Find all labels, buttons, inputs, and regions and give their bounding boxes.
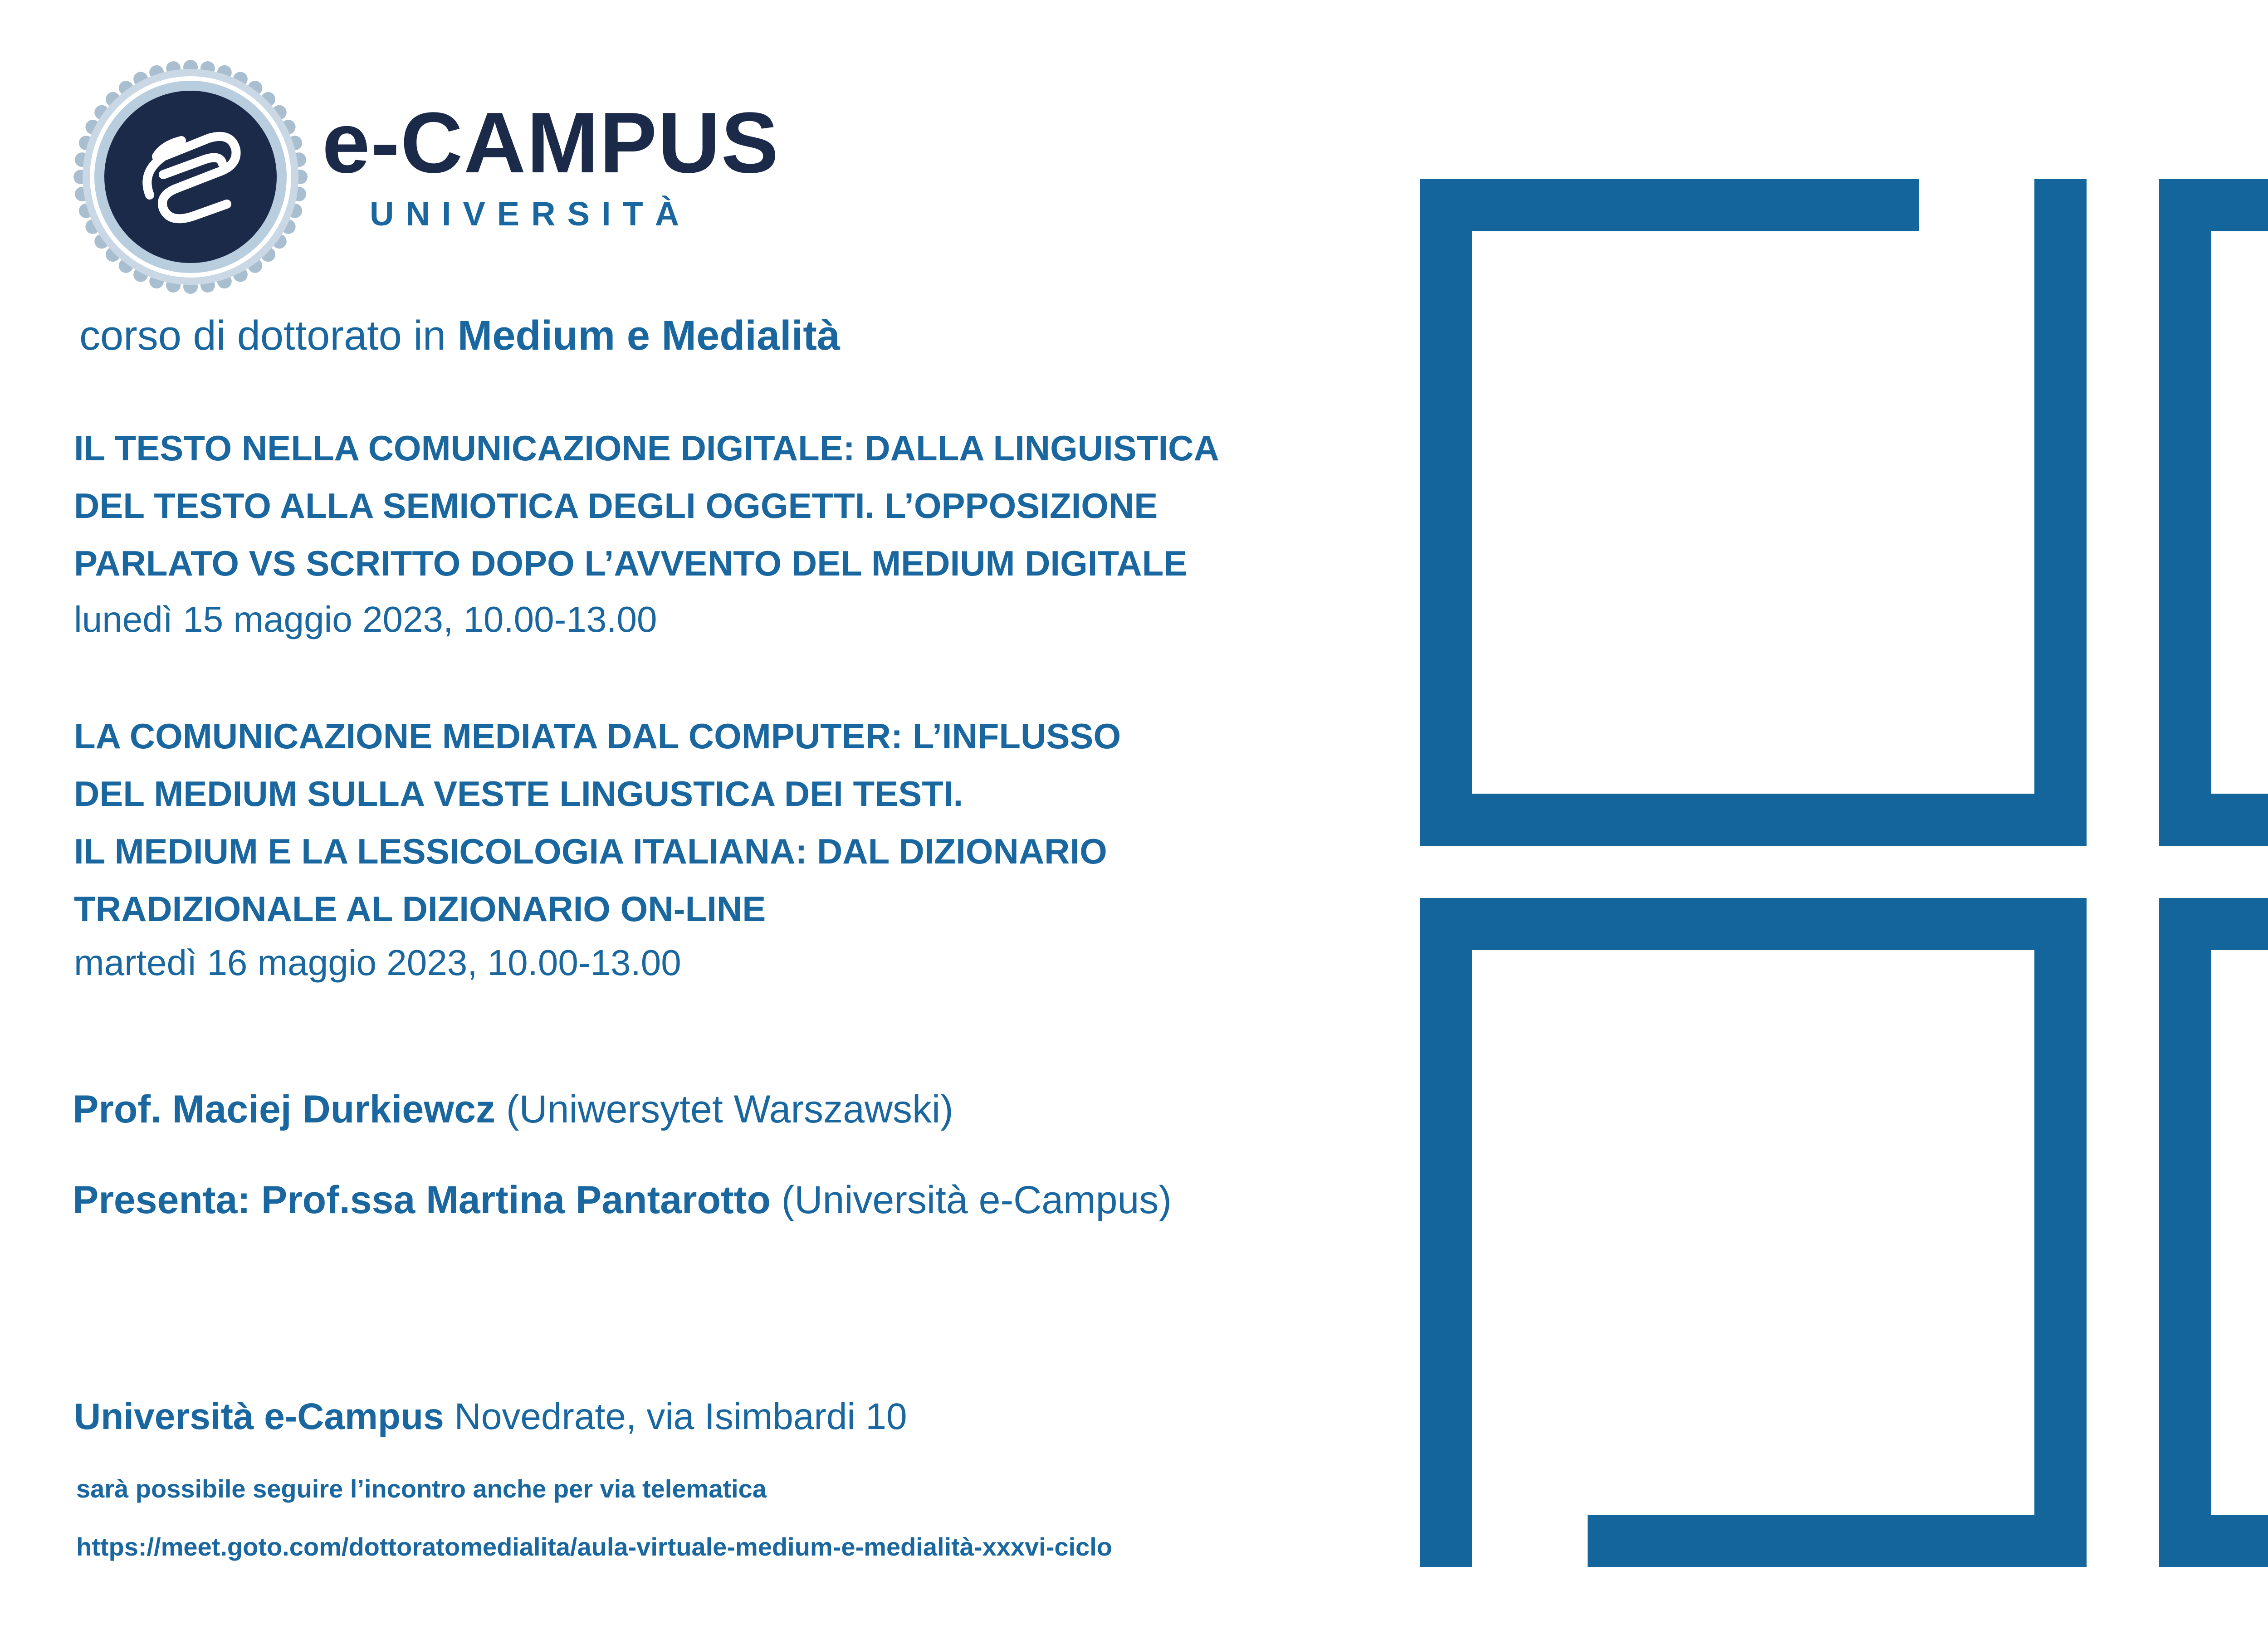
decor-square-4-bottom — [2159, 1515, 2268, 1567]
talk-2-line: TRADIZIONALE AL DIZIONARIO ON-LINE — [74, 889, 766, 929]
venue-address: Novedrate, via Isimbardi 10 — [444, 1396, 907, 1437]
talk-1-line: PARLATO VS SCRITTO DOPO L’AVVENTO DEL MEDIUM DIGITALE — [74, 543, 1188, 583]
logo-wordmark: e-CAMPUS — [322, 95, 780, 191]
speaker — [73, 1086, 953, 1133]
decor-square-4-left — [2159, 898, 2211, 1567]
logo-subtitle: UNIVERSITÀ — [370, 195, 691, 233]
venue — [74, 1395, 907, 1439]
decor-square-2-left — [2159, 179, 2211, 846]
presenter — [73, 1177, 1172, 1224]
presenter-name: Presenta: Prof.ssa Martina Pantarotto — [73, 1178, 771, 1222]
decor-square-2-bottom — [2159, 794, 2268, 846]
talk-1-date: lunedì 15 maggio 2023, 10.00-13.00 — [74, 599, 657, 639]
talk-2-date: martedì 16 maggio 2023, 10.00-13.00 — [74, 942, 681, 983]
decor-square-1-right — [2034, 179, 2087, 846]
course-name: Medium e Medialità — [457, 312, 841, 359]
talk-2-line: DEL MEDIUM SULLA VESTE LINGUSTICA DEI TESTI. — [74, 774, 963, 814]
course-title — [79, 311, 840, 361]
decor-square-3-right — [2034, 898, 2087, 1567]
meeting-link[interactable]: https://meet.goto.com/dottoratomedialita/aula-virtuale-medium-e-medialità-xxxvi-ciclo — [76, 1532, 1112, 1561]
remote-attendance-note: sarà possibile seguire l’incontro anche per via telematica — [76, 1474, 767, 1503]
speaker-affiliation: (Uniwersytet Warszawski) — [495, 1088, 953, 1131]
decor-square-3-top — [1420, 898, 2087, 950]
talk-1-line: DEL TESTO ALLA SEMIOTICA DEGLI OGGETTI. L’OPPOSIZIONE — [74, 486, 1158, 526]
presenter-affiliation: (Università e-Campus) — [770, 1178, 1172, 1222]
course-prefix: corso di dottorato in — [79, 312, 458, 359]
venue-name: Università e-Campus — [74, 1396, 444, 1437]
decor-square-3-bottom — [1588, 1515, 2087, 1567]
speaker-name: Prof. Maciej Durkiewcz — [73, 1088, 495, 1131]
decor-square-1-top — [1420, 179, 1919, 231]
e-campus-seal-logo — [73, 59, 308, 295]
decorative-squares-graphic — [1420, 179, 2268, 1567]
decor-square-1-bottom — [1420, 794, 2087, 846]
talk-1-line: IL TESTO NELLA COMUNICAZIONE DIGITALE: DALLA LINGUISTICA — [74, 428, 1219, 468]
talk-1-title — [74, 420, 1219, 592]
talk-2-line: LA COMUNICAZIONE MEDIATA DAL COMPUTER: L’INFLUSSO — [74, 716, 1121, 756]
decor-square-3-left — [1420, 898, 1472, 1567]
talk-2-title — [74, 707, 1121, 938]
talk-2-line: IL MEDIUM E LA LESSICOLOGIA ITALIANA: DAL DIZIONARIO — [74, 831, 1107, 871]
decor-square-1-left — [1420, 179, 1472, 846]
